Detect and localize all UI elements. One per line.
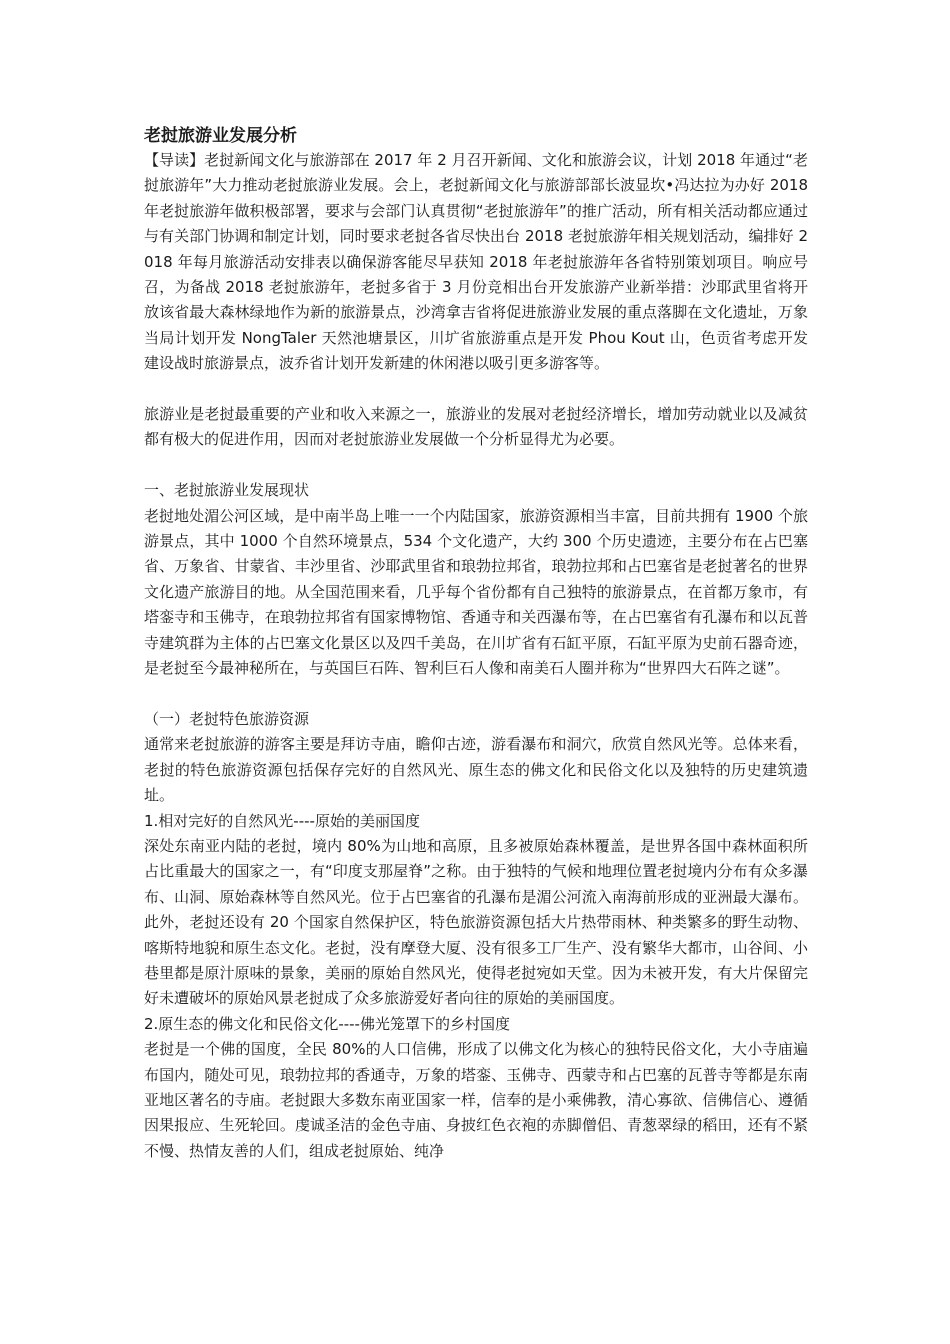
section-heading: 一、老挝旅游业发展现状 [144, 481, 310, 500]
item-body: 深处东南亚内陆的老挝，境内 80%为山地和高原，且多被原始森林覆盖，是世界各国中森林面积所占比重最大的国家之一，有“印度支那屋脊”之称。由于独特的气候和地理位置老挝境内分布有众多瀑布、山洞、原始森林等自然风光。位于占巴塞省的孔瀑布是湄公河流入南海前形成的亚洲最大瀑布。此外，老挝还设有 20 个国家自然保护区，特色旅游资源包括大片热带雨林、种类繁多的野生动物、喀斯特地貌和原生态文化。老挝，没有摩登大厦、没有很多工厂生产、没有繁华大都市，山谷间、小巷里都是原汁原味的景象，美丽的原始自然风光，使得老挝宛如天堂。因为未被开发，有大片保留完好未遭破坏的原始风景老挝成了众多旅游爱好者向往的原始的美丽国度。 [144, 836, 808, 1008]
blank-line [144, 377, 808, 402]
intro-paragraph: 【导读】老挝新闻文化与旅游部在 2017 年 2 月召开新闻、文化和旅游会议，计划 2018 年通过“老挝旅游年”大力推动老挝旅游业发展。会上，老挝新闻文化与旅游部部长波显坎•冯达拉为办好 2018 年老挝旅游年做积极部署，要求与会部门认真贯彻“老挝旅游年”的推广活动，所有相关活动都应通过与有关部门协调和制定计划，同时要求老挝各省尽快出台 2018 老挝旅游年相关规划活动，编排好 2018 年每月旅游活动安排表以确保游客能尽早获知 2018 年老挝旅游年各省特别策划项目。响应号召，为备战 2018 老挝旅游年，老挝多省于 3 月份竞相出台开发旅游产业新举措：沙耶武里省将开放该省最大森林绿地作为新的旅游景点，沙湾拿吉省将促进旅游业发展的重点落脚在文化遗址，万象当局计划开发 NongTaler 天然池塘景区，川圹省旅游重点是开发 Phou Kout 山，色贡省考虑开发建设战时旅游景点，波乔省计划开发新建的休闲港以吸引更多游客等。 [144, 151, 808, 373]
document-page [144, 124, 808, 1164]
importance-paragraph: 旅游业是老挝最重要的产业和收入来源之一，旅游业的发展对老挝经济增长，增加劳动就业以及减贫都有极大的促进作用，因而对老挝旅游业发展做一个分析显得尤为必要。 [144, 405, 808, 449]
document-title: 老挝旅游业发展分析 [144, 126, 297, 146]
subsection-body: 通常来老挝旅游的游客主要是拜访寺庙，瞻仰古迹，游看瀑布和洞穴，欣赏自然风光等。总体来看，老挝的特色旅游资源包括保存完好的自然风光、原生态的佛文化和民俗文化以及独特的历史建筑遗址。 [144, 735, 808, 805]
item-body: 老挝是一个佛的国度，全民 80%的人口信佛，形成了以佛文化为核心的独特民俗文化，大小寺庙遍布国内，随处可见，琅勃拉邦的香通寺，万象的塔銮、玉佛寺、西蒙寺和占巴塞的瓦普寺等都是东南亚地区著名的寺庙。老挝跟大多数东南亚国家一样，信奉的是小乘佛教，清心寡欲、信佛信心、遵循因果报应、生死轮回。虔诚圣洁的金色寺庙、身披红色衣袍的赤脚僧侣、青葱翠绿的稻田，还有不紧不慢、热情友善的人们，组成老挝原始、纯净 [144, 1040, 808, 1160]
item-heading: 1.相对完好的自然风光----原始的美丽国度 [144, 811, 420, 830]
blank-line [144, 453, 808, 478]
section-body: 老挝地处湄公河区域，是中南半岛上唯一一个内陆国家，旅游资源相当丰富，目前共拥有 1900 个旅游景点，其中 1000 个自然环境景点，534 个文化遗产，大约 300 个历史遗迹，主要分布在占巴塞省、万象省、甘蒙省、丰沙里省、沙耶武里省和琅勃拉邦省，琅勃拉邦和占巴塞省是老挝著名的世界文化遗产旅游目的地。从全国范围来看，几乎每个省份都有自己独特的旅游景点，在首都万象市，有塔銮寺和玉佛寺，在琅勃拉邦省有国家博物馆、香通寺和关西瀑布等，在占巴塞省有孔瀑布和以瓦普寺建筑群为主体的占巴塞文化景区以及四千美岛，在川圹省有石缸平原，石缸平原为史前石器奇迹，是老挝至今最神秘所在，与英国巨石阵、智利巨石人像和南美石人圈并称为“世界四大石阵之谜”。 [144, 506, 808, 678]
blank-line [144, 682, 808, 707]
item-heading: 2.原生态的佛文化和民俗文化----佛光笼罩下的乡村国度 [144, 1014, 510, 1033]
subsection-heading: （一）老挝特色旅游资源 [144, 709, 310, 728]
